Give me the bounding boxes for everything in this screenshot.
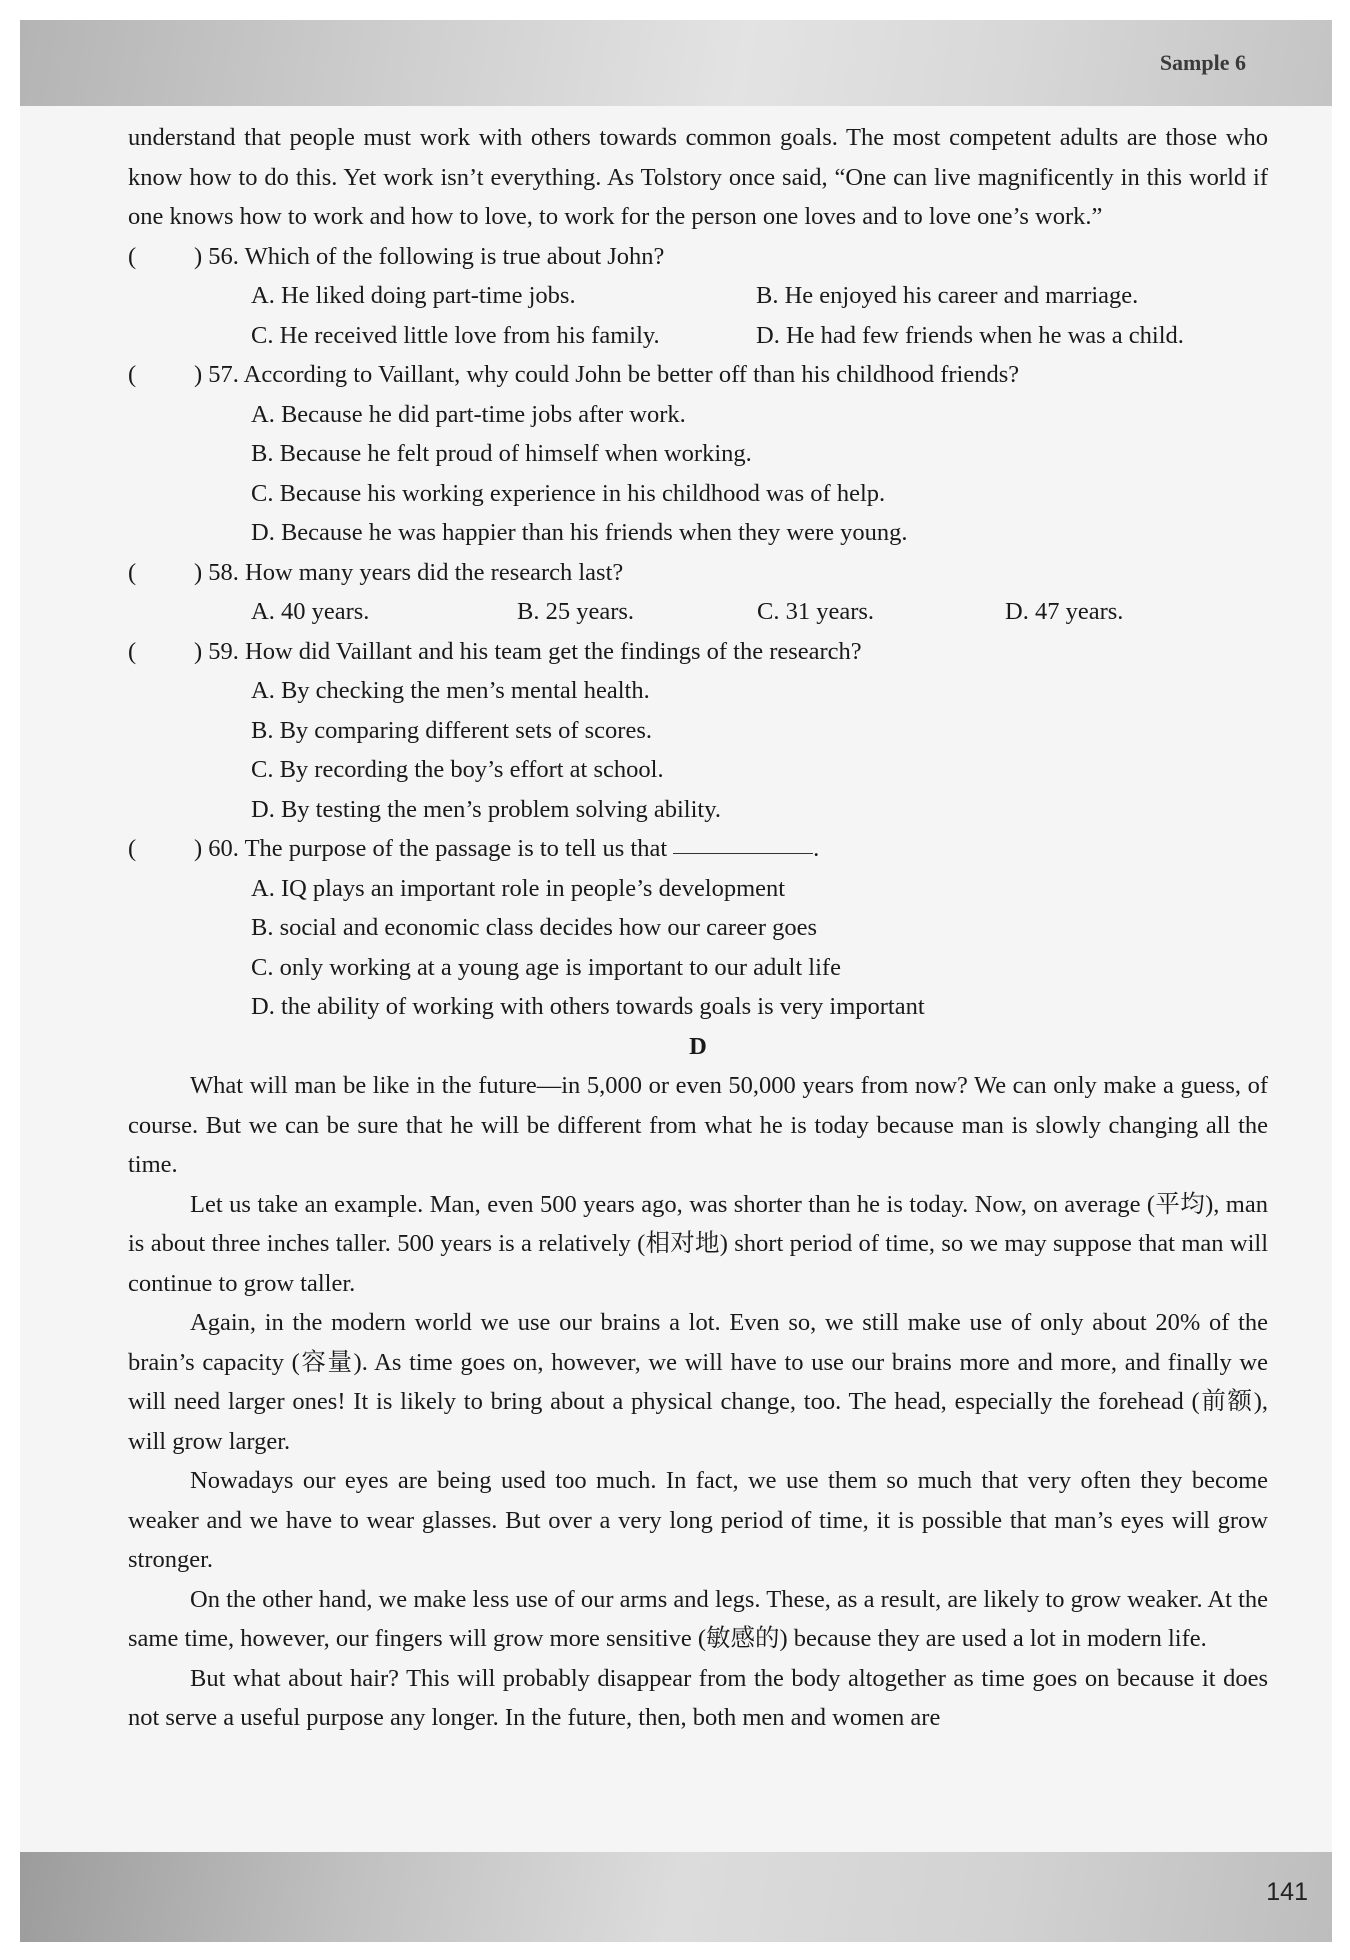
question-text: ) 58. How many years did the research last? <box>194 558 624 586</box>
passage-paragraph: What will man be like in the future—in 5,000 or even 50,000 years from now? We can only make a guess, of course. But we can be sure that he will be different from what he is today because man is slowly changing all the time. <box>128 1072 1268 1178</box>
option-c: C. Because his working experience in his childhood was of help. <box>251 479 886 507</box>
question-59 <box>128 632 1268 672</box>
answer-blank <box>673 829 813 854</box>
option-d: D. Because he was happier than his friends when they were young. <box>251 519 908 546</box>
question-text: ) 60. The purpose of the passage is to tell us that <box>194 835 668 862</box>
question-60 <box>128 829 1268 869</box>
question-56 <box>128 237 1268 277</box>
running-header: Sample 6 <box>1159 50 1246 75</box>
options-row <box>128 276 1268 316</box>
passage-paragraph: Let us take an example. Man, even 500 years ago, was shorter than he is today. Now, on average (平均), man is about three inches taller. 500 years is a relatively (相对地) short period of time, so we may suppose that man will continue to grow taller. <box>128 1190 1268 1297</box>
option-d: D. By testing the men’s problem solving ability. <box>251 795 721 823</box>
question-text: ) 57. According to Vaillant, why could John be better off than his childhood friends? <box>194 361 1020 388</box>
passage-paragraph: Nowadays our eyes are being used too much. In fact, we use them so much that very often they become weaker and we have to wear glasses. But over a very long period of time, it is possible that man’s eyes will grow stronger. <box>128 1467 1268 1573</box>
header-band <box>20 20 1332 106</box>
question-text: ) 59. How did Vaillant and his team get the findings of the research? <box>194 637 862 665</box>
option-b: B. Because he felt proud of himself when working. <box>251 440 752 467</box>
answer-bracket: ( <box>128 361 137 388</box>
question-58 <box>128 553 1268 593</box>
option-a: A. By checking the men’s mental health. <box>251 677 650 704</box>
options-row <box>128 316 1268 356</box>
answer-bracket: ( <box>128 637 137 665</box>
passage-paragraph: On the other hand, we make less use of our arms and legs. These, as a result, are likely to grow weaker. At the same time, however, our fingers will grow more sensitive (敏感的) because they are used a lot in modern life. <box>128 1585 1268 1652</box>
option-c: C. By recording the boy’s effort at school. <box>251 756 664 783</box>
passage-paragraph: But what about hair? This will probably disappear from the body altogether as time goes on because it does not serve a useful purpose any longer. In the future, then, both men and women are <box>128 1664 1268 1731</box>
question-text: ) 56. Which of the following is true about John? <box>194 242 665 270</box>
passage-paragraph: Again, in the modern world we use our brains a lot. Even so, we still make use of only about 20% of the brain’s capacity (容量). As time goes on, however, we will have to use our brains more and more, and finally we will need larger ones! It is likely to bring about a physical change, too. The head, especially the forehead (前额), will grow larger. <box>128 1309 1268 1455</box>
option-a: A. IQ plays an important role in people’s development <box>251 874 786 902</box>
option-c: C. He received little love from his family. <box>251 321 660 349</box>
answer-bracket: ( <box>128 835 137 862</box>
text-block <box>128 118 1268 1738</box>
option-b: B. He enjoyed his career and marriage. <box>756 282 1139 309</box>
question-57 <box>128 355 1268 395</box>
intro-paragraph: understand that people must work with others towards common goals. The most competent adults are those who know how to do this. Yet work isn’t everything. As Tolstory once said, “One can live magnificently in this world if one knows how to work and how to love, to work for the person one loves and to love one’s work.” <box>128 124 1268 230</box>
option-c: C. only working at a young age is important to our adult life <box>251 953 841 981</box>
question-text-end: . <box>813 835 820 862</box>
option-b: B. By comparing different sets of scores. <box>251 716 652 744</box>
option-b: B. social and economic class decides how our career goes <box>251 914 818 941</box>
option-d: D. 47 years. <box>1005 598 1124 625</box>
option-a: A. He liked doing part-time jobs. <box>251 282 576 309</box>
option-d: D. the ability of working with others towards goals is very important <box>251 993 925 1020</box>
option-b: B. 25 years. <box>517 598 635 625</box>
option-a: A. 40 years. <box>251 598 370 625</box>
option-c: C. 31 years. <box>757 598 875 625</box>
footer-band <box>20 1852 1332 1942</box>
section-heading: D <box>689 1032 707 1060</box>
answer-bracket: ( <box>128 558 137 586</box>
answer-bracket: ( <box>128 242 137 270</box>
page-number: 141 <box>1266 1878 1308 1906</box>
option-d: D. He had few friends when he was a child. <box>756 321 1184 349</box>
options-row <box>128 592 1268 632</box>
option-a: A. Because he did part-time jobs after work. <box>251 400 686 428</box>
